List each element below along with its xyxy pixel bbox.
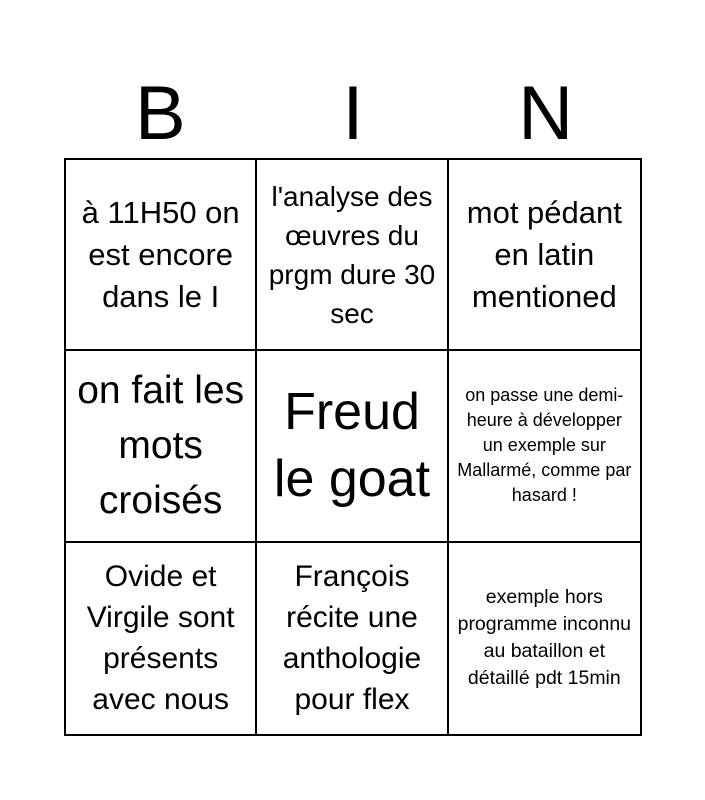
bingo-cell[interactable] (257, 160, 448, 351)
bingo-cell-text: François récite une anthologie pour flex (282, 560, 422, 717)
bingo-cell-text: à 11H50 on est encore dans le I (81, 194, 240, 314)
bingo-cell[interactable] (449, 160, 640, 351)
bingo-cell[interactable] (66, 351, 257, 542)
bingo-cell-text: on passe une demi-heure à développer un exemple sur Mallarmé, comme par hasard ! (457, 385, 632, 506)
bingo-cell[interactable] (66, 543, 257, 734)
bingo-cell-text: on fait les mots croisés (77, 369, 245, 523)
bingo-cell[interactable] (449, 351, 640, 542)
bingo-grid (64, 158, 642, 736)
bingo-cell-text: Freud le goat (273, 382, 431, 508)
bingo-cell-text: l'analyse des œuvres du prgm dure 30 sec (268, 180, 436, 329)
bingo-header (64, 70, 642, 158)
bingo-cell[interactable] (66, 160, 257, 351)
bingo-cell[interactable] (449, 543, 640, 734)
bingo-cell-text: Ovide et Virgile sont présents avec nous (86, 560, 235, 717)
header-letter-b: B (134, 71, 186, 156)
header-letter-n: N (518, 71, 574, 156)
bingo-cell-text: mot pédant en latin mentioned (466, 194, 622, 314)
bingo-cell-text: exemple hors programme inconnu au bataillon et détaillé pdt 15min (457, 586, 632, 690)
bingo-cell[interactable] (257, 543, 448, 734)
bingo-cell[interactable] (257, 351, 448, 542)
header-letter-i: I (342, 71, 364, 156)
